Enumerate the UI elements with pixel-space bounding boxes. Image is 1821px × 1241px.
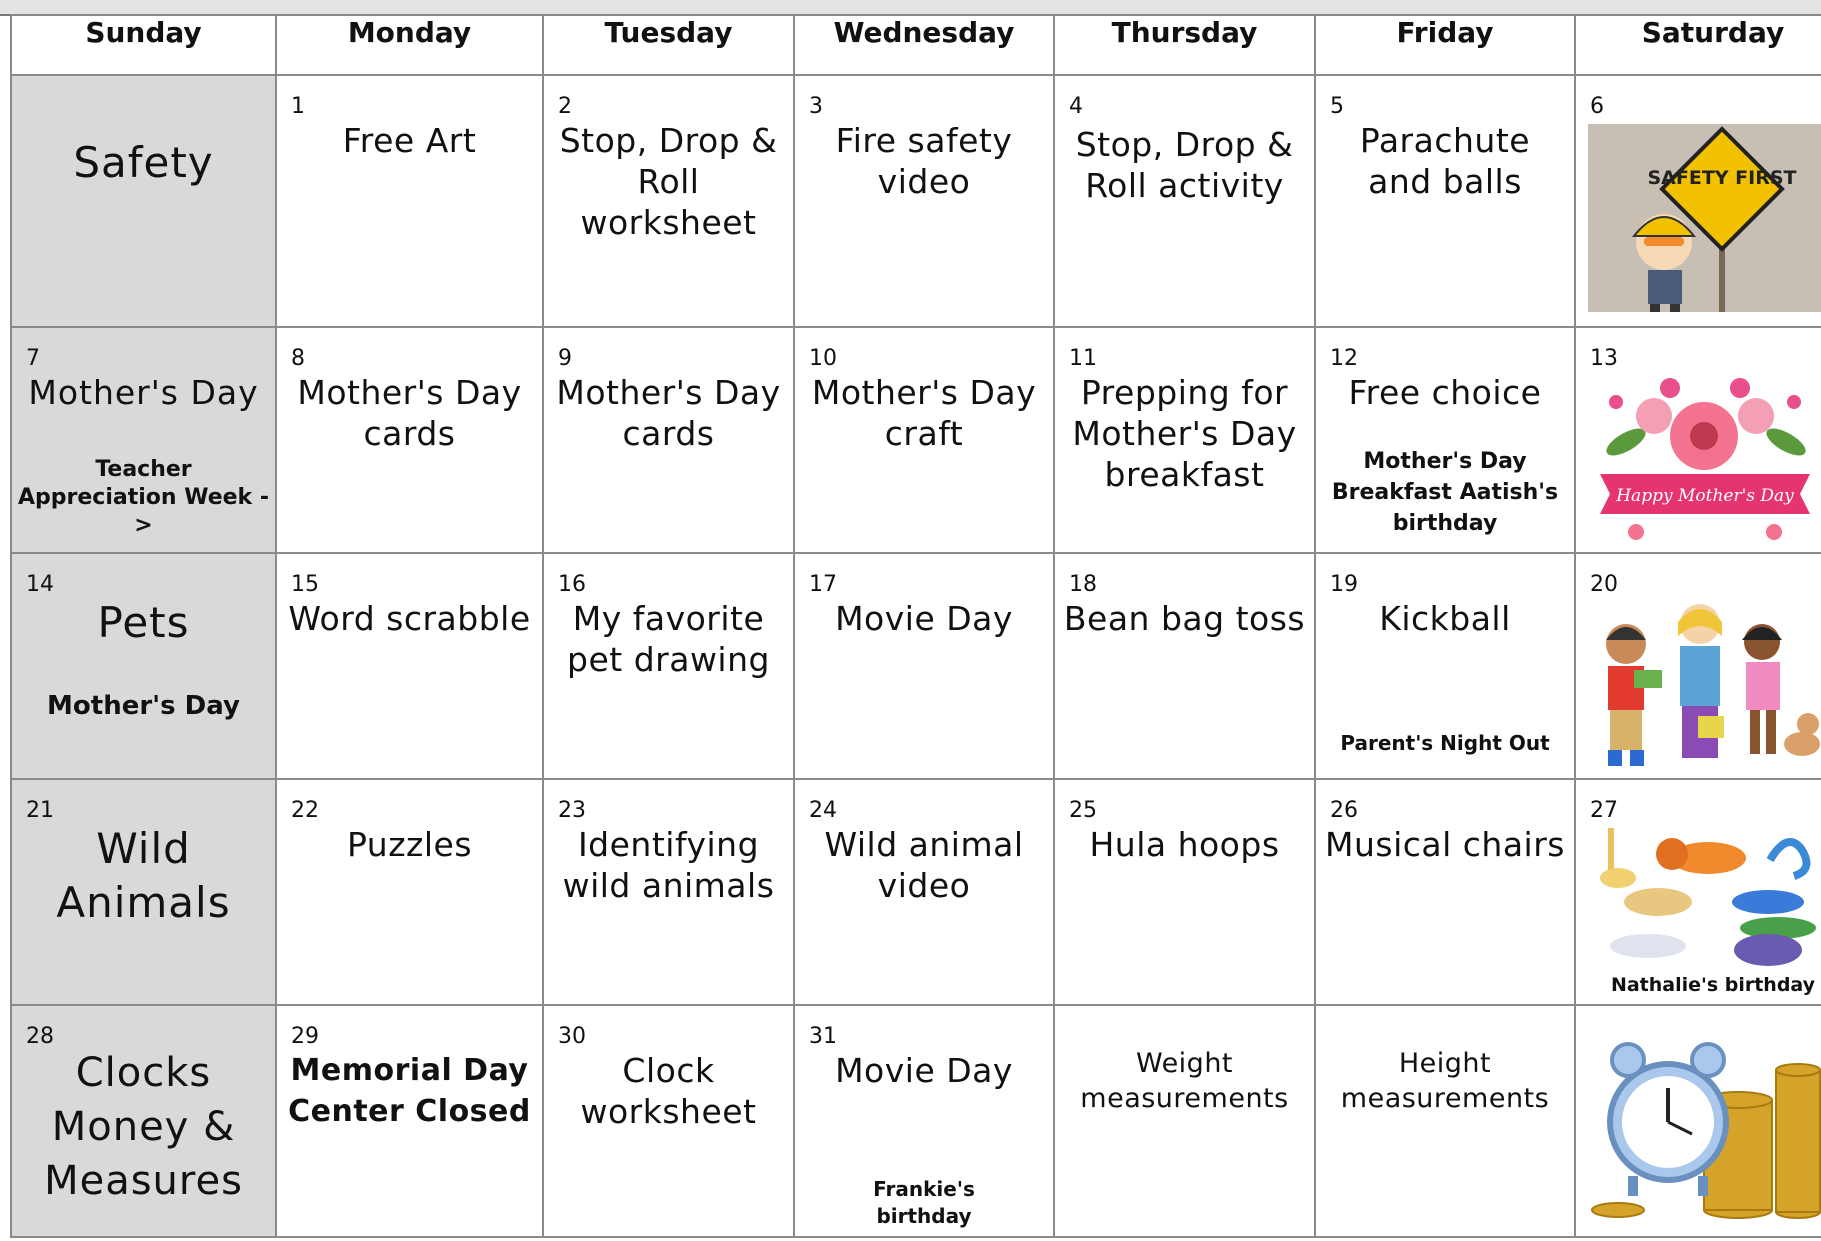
day-number: 22 <box>291 798 319 823</box>
activity-text: Movie Day <box>835 599 1013 638</box>
week-row-4 <box>11 779 1821 1005</box>
day-number: 24 <box>809 798 837 823</box>
day-number: 7 <box>26 346 40 371</box>
day-cell <box>794 327 1054 553</box>
birthday-note: Frankie's birthday <box>873 1177 975 1228</box>
day-number: 1 <box>291 94 305 119</box>
day-cell <box>1315 327 1575 553</box>
day-number: 12 <box>1330 346 1358 371</box>
closure-text: Memorial Day Center Closed <box>288 1053 531 1129</box>
day-cell <box>276 779 543 1005</box>
activity-text: Mother's Day cards <box>297 373 522 453</box>
day-cell <box>1054 75 1315 327</box>
header-thursday: Thursday <box>1054 15 1315 75</box>
kids-with-pets-icon <box>1590 596 1821 772</box>
day-cell <box>276 553 543 779</box>
week-row-1 <box>11 75 1821 327</box>
activity-text: My favorite pet drawing <box>567 599 770 679</box>
week-theme: Wild Animals <box>56 824 231 927</box>
saturday-picture-cell <box>1575 553 1821 779</box>
day-cell <box>1315 1005 1575 1237</box>
week-theme: Safety <box>73 138 214 187</box>
week-theme: Clocks Money & Measures <box>44 1050 243 1204</box>
saturday-picture-cell <box>1575 779 1821 1005</box>
activity-text: Bean bag toss <box>1063 599 1306 638</box>
day-cell <box>543 779 794 1005</box>
safety-first-sign-icon <box>1588 124 1821 312</box>
header-friday: Friday <box>1315 15 1575 75</box>
week-row-5 <box>11 1005 1821 1237</box>
activity-text: Weight measurements <box>1080 1048 1289 1114</box>
day-number: 6 <box>1590 94 1604 119</box>
header-tuesday: Tuesday <box>543 15 794 75</box>
header-saturday: Saturday <box>1575 15 1821 75</box>
calendar-table <box>10 14 1821 1238</box>
sunday-theme-cell <box>11 1005 276 1237</box>
header-sunday: Sunday <box>11 15 276 75</box>
saturday-picture-cell <box>1575 75 1821 327</box>
day-cell <box>1054 779 1315 1005</box>
day-cell <box>1315 779 1575 1005</box>
day-cell <box>543 327 794 553</box>
day-cell <box>543 1005 794 1237</box>
day-cell <box>794 75 1054 327</box>
activity-text: Height measurements <box>1340 1048 1550 1114</box>
activity-text: Mother's Day craft <box>811 373 1037 453</box>
saturday-picture-cell <box>1575 1005 1821 1237</box>
activity-text: Clock worksheet <box>580 1051 757 1131</box>
day-number: 27 <box>1590 798 1618 823</box>
day-cell <box>794 1005 1054 1237</box>
activity-text: Kickball <box>1379 599 1511 638</box>
day-cell <box>276 1005 543 1237</box>
day-cell <box>1315 75 1575 327</box>
activity-text: Fire safety video <box>835 121 1013 201</box>
flower-bouquet-icon <box>1586 372 1821 544</box>
day-number: 20 <box>1590 572 1618 597</box>
day-cell <box>794 553 1054 779</box>
day-number: 10 <box>809 346 837 371</box>
weekday-header-row <box>11 15 1821 75</box>
day-number: 18 <box>1069 572 1097 597</box>
day-cell <box>1315 553 1575 779</box>
day-number: 29 <box>291 1024 319 1049</box>
sunday-theme-cell <box>11 553 276 779</box>
activity-text: Word scrabble <box>288 599 531 638</box>
activity-text: Free Art <box>342 121 477 160</box>
event-note: Mother's Day Breakfast Aatish's birthday <box>1331 449 1559 536</box>
header-wednesday: Wednesday <box>794 15 1054 75</box>
activity-text: Hula hoops <box>1089 825 1280 864</box>
activity-text: Mother's Day cards <box>556 373 781 453</box>
week-row-2 <box>11 327 1821 553</box>
activity-text: Free choice <box>1348 373 1542 412</box>
sunday-theme-cell <box>11 779 276 1005</box>
sign-text: SAFETY FIRST <box>1647 167 1797 189</box>
day-number: 15 <box>291 572 319 597</box>
day-cell <box>543 553 794 779</box>
week-theme: Mother's Day <box>28 373 259 412</box>
day-cell <box>276 327 543 553</box>
day-number: 14 <box>26 572 54 597</box>
day-number: 25 <box>1069 798 1097 823</box>
day-number: 23 <box>558 798 586 823</box>
activity-text: Puzzles <box>346 825 473 864</box>
day-number: 30 <box>558 1024 586 1049</box>
header-monday: Monday <box>276 15 543 75</box>
saturday-picture-cell <box>1575 327 1821 553</box>
activity-text: Parachute and balls <box>1359 121 1531 201</box>
week-note: Mother's Day <box>47 691 240 721</box>
activity-text: Musical chairs <box>1325 825 1565 864</box>
activity-text: Stop, Drop & Roll worksheet <box>559 121 778 242</box>
activity-text: Movie Day <box>835 1051 1013 1090</box>
birthday-note: Nathalie's birthday <box>1610 974 1816 996</box>
sunday-theme-cell <box>11 75 276 327</box>
week-theme: Pets <box>97 598 190 647</box>
day-number: 2 <box>558 94 572 119</box>
day-number: 17 <box>809 572 837 597</box>
day-number: 4 <box>1069 94 1083 119</box>
day-number: 8 <box>291 346 305 371</box>
day-number: 16 <box>558 572 586 597</box>
activity-text: Stop, Drop & Roll activity <box>1075 125 1294 205</box>
sunday-theme-cell <box>11 327 276 553</box>
day-cell <box>276 75 543 327</box>
day-number: 31 <box>809 1024 837 1049</box>
wild-animals-icon <box>1588 820 1821 970</box>
activity-text: Identifying wild animals <box>562 825 775 905</box>
day-number: 21 <box>26 798 54 823</box>
activity-text: Wild animal video <box>824 825 1024 905</box>
clock-and-coins-icon <box>1588 1030 1821 1220</box>
day-cell <box>794 779 1054 1005</box>
day-number: 13 <box>1590 346 1618 371</box>
day-number: 3 <box>809 94 823 119</box>
activity-text: Prepping for Mother's Day breakfast <box>1072 373 1297 494</box>
day-number: 11 <box>1069 346 1097 371</box>
week-note: Teacher Appreciation Week -> <box>18 457 269 538</box>
day-number: 26 <box>1330 798 1358 823</box>
day-number: 9 <box>558 346 572 371</box>
event-note: Parent's Night Out <box>1340 731 1550 755</box>
week-row-3 <box>11 553 1821 779</box>
day-number: 28 <box>26 1024 54 1049</box>
day-cell <box>1054 553 1315 779</box>
day-cell <box>1054 327 1315 553</box>
day-cell <box>543 75 794 327</box>
day-cell <box>1054 1005 1315 1237</box>
banner-text: Happy Mother's Day <box>1616 486 1794 506</box>
day-number: 19 <box>1330 572 1358 597</box>
day-number: 5 <box>1330 94 1344 119</box>
